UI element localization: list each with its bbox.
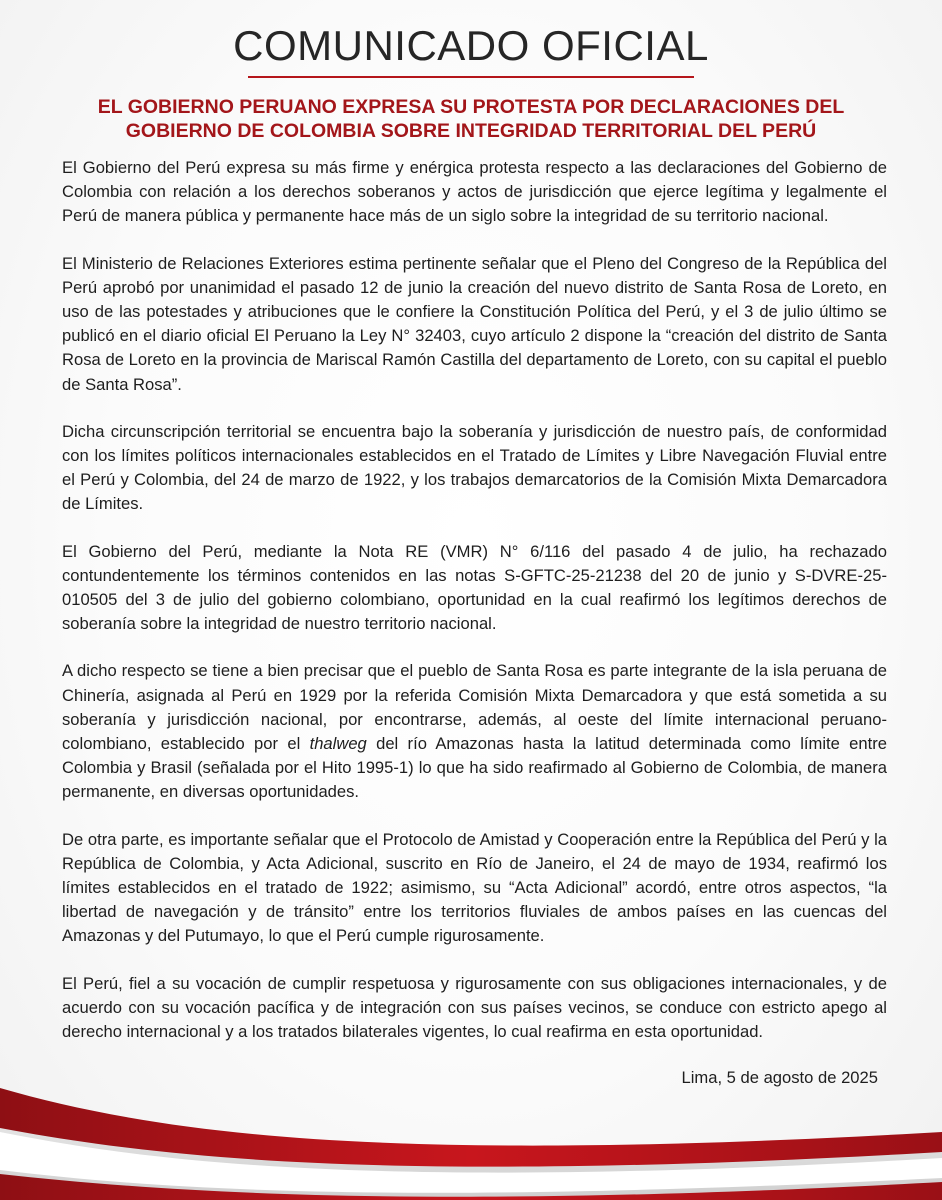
paragraph-5-italic-term: thalweg — [309, 734, 367, 754]
paragraph-5 — [62, 659, 887, 804]
document-date: Lima, 5 de agosto de 2025 — [681, 1068, 878, 1087]
paragraph-5-text-start: A dicho respecto se tiene a bien precisar que el pueblo de Santa Rosa es parte integrante de la isla peruana de Chinería, asignada al Perú en 1929 por la referida Comisión Mixta Demarcadora y que está sometida a su soberanía y jurisdicción nacional, por encontrarse, además, al oeste del límite internacional peruano-colombiano, establecido por el — [62, 661, 887, 754]
paragraph-3: Dicha circunscripción territorial se encuentra bajo la soberanía y jurisdicción de nuestro país, de conformidad con los límites políticos internacionales establecidos en el Tratado de Límites y Libre Navegación Fluvial entre el Perú y Colombia, del 24 de marzo de 1922, y los trabajos demarcatorios de la Comisión Mixta Demarcadora de Límites. — [62, 421, 887, 514]
paragraph-4: El Gobierno del Perú, mediante la Nota RE (VMR) N° 6/116 del pasado 4 de julio, ha rechazado contundentemente los términos contenidos en las notas S-GFTC-25-21238 del 20 de junio y S-DVRE-25-010505 del 3 de julio del gobierno colombiano, oportunidad en la cual reafirmó los legítimos derechos de soberanía sobre la integridad de nuestro territorio nacional. — [62, 541, 887, 634]
paragraph-5-text-end: del río Amazonas hasta la latitud determinada como límite entre Colombia y Brasil (señalada por el Hito 1995-1) lo que ha sido reafirmado al Gobierno de Colombia, de manera permanente, en diversas oportunidades. — [62, 734, 887, 802]
document-body — [62, 156, 887, 1067]
title-underline — [248, 76, 694, 78]
subtitle-line-2: GOBIERNO DE COLOMBIA SOBRE INTEGRIDAD TERRITORIAL DEL PERÚ — [125, 120, 817, 142]
subtitle-line-1: EL GOBIERNO PERUANO EXPRESA SU PROTESTA POR DECLARACIONES DEL — [97, 96, 845, 118]
paragraph-1: El Gobierno del Perú expresa su más firme y enérgica protesta respecto a las declaraciones del Gobierno de Colombia con relación a los derechos soberanos y actos de jurisdicción que ejerce legítima y legalmente el Perú de manera pública y permanente hace más de un siglo sobre la integridad de su territorio nacional. — [62, 158, 887, 226]
paragraph-7: El Perú, fiel a su vocación de cumplir respetuosa y rigurosamente con sus obligaciones internacionales, y de acuerdo con su vocación pacífica y de integración con sus países vecinos, se conduce con estricto apego al derecho internacional y a los tratados bilaterales vigentes, lo cual reafirma en esta oportunidad. — [62, 973, 887, 1042]
document-title: COMUNICADO OFICIAL — [233, 22, 709, 69]
paragraph-2: El Ministerio de Relaciones Exteriores estima pertinente señalar que el Pleno del Congreso de la República del Perú aprobó por unanimidad el pasado 12 de junio la creación del nuevo distrito de Santa Rosa de Loreto, en uso de las potestades y atribuciones que le confiere la Constitución Política del Perú, y el 3 de julio último se publicó en el diario oficial El Peruano la Ley N° 32403, cuyo artículo 2 dispone la “creación del distrito de Santa Rosa de Loreto en la provincia de Mariscal Ramón Castilla del departamento de Loreto, con su capital el pueblo de Santa Rosa”. — [62, 253, 887, 394]
paragraph-6: De otra parte, es importante señalar que el Protocolo de Amistad y Cooperación entre la República del Perú y la República de Colombia, y Acta Adicional, suscrito en Río de Janeiro, el 24 de mayo de 1934, reafirmó los límites establecidos en el tratado de 1922; asimismo, su “Acta Adicional” acordó, entre otros aspectos, “la libertad de navegación y de tránsito” entre los territorios fluviales de ambos países en las cuencas del Amazonas y del Putumayo, lo que el Perú cumple rigurosamente. — [62, 829, 887, 946]
document-subtitle — [40, 95, 902, 143]
